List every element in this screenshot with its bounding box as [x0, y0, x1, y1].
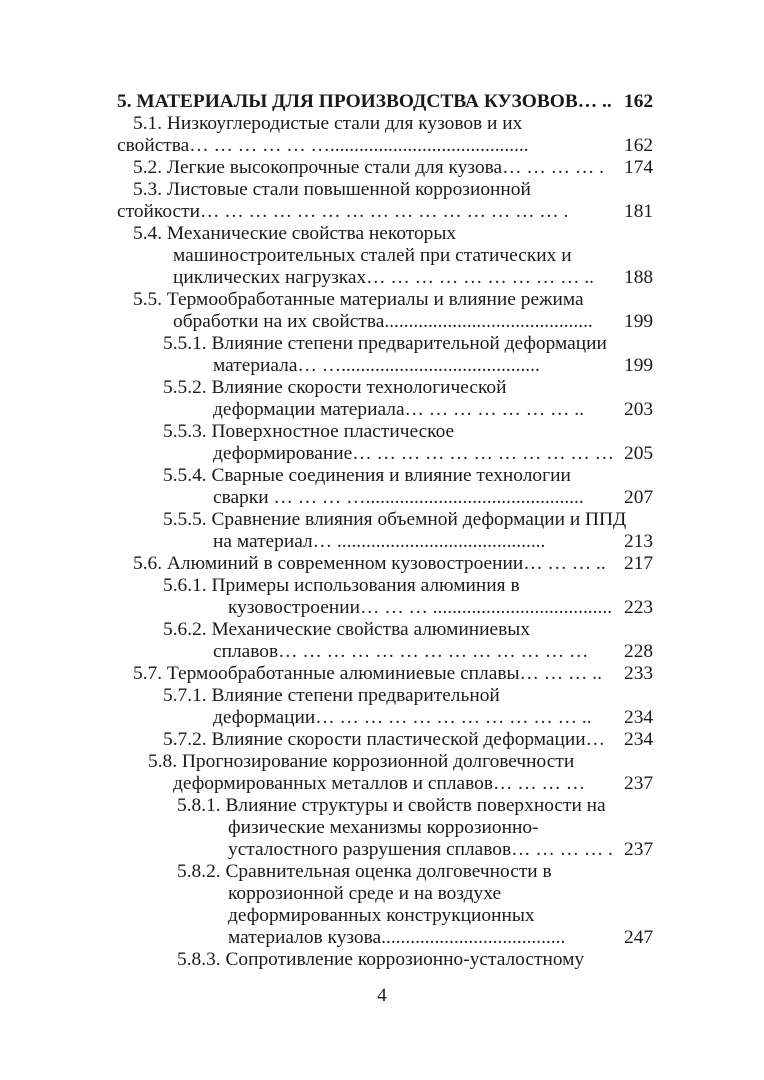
- toc-entry-text: 5.5.4. Сварные соединения и влияние технологии: [163, 465, 571, 486]
- toc-entry-text: кузовостроении… … … .....................................: [228, 597, 613, 618]
- toc-entry-line: [0, 487, 764, 509]
- toc-entry-text: 5.6.1. Примеры использования алюминия в: [163, 575, 520, 596]
- toc-entry-text: деформации материала… … … … … … … ..: [213, 399, 584, 420]
- toc-entry: [0, 729, 764, 751]
- toc-entry-text: стойкости… … … … … … … … … … … … … … … .: [117, 201, 569, 222]
- toc-page-number: 213: [624, 531, 654, 552]
- toc-entry-line: [0, 179, 764, 201]
- toc-entry-text: деформированных конструкционных: [228, 905, 535, 926]
- toc-page-number: 228: [624, 641, 654, 662]
- toc-entry-text: 5.5. Термообработанные материалы и влияние режима: [133, 289, 584, 310]
- toc-entry-text: 5.8.3. Сопротивление коррозионно-усталостному: [177, 949, 585, 970]
- toc-entry-text: машиностроительных сталей при статических и: [173, 245, 572, 266]
- toc-entry: [0, 113, 764, 157]
- toc-page-number: 234: [624, 707, 654, 728]
- toc-page-number: 207: [624, 487, 654, 508]
- toc-entry-text: свойства… … … … … ….........................................: [117, 135, 529, 156]
- page-number: 4: [377, 985, 387, 1006]
- toc-entry-line: [0, 223, 764, 245]
- toc-entry-line: [0, 443, 764, 465]
- toc-entry-text: физические механизмы коррозионно-: [228, 817, 539, 838]
- toc-entry: [0, 509, 764, 553]
- toc-entry: [0, 465, 764, 509]
- toc-entry: [0, 289, 764, 333]
- toc-entry-text: 5.7. Термообработанные алюминиевые сплавы… … … ..: [133, 663, 602, 684]
- toc-entry: [0, 861, 764, 949]
- toc-page-number: 199: [624, 355, 654, 376]
- toc-entry-text: 5.2. Легкие высокопрочные стали для кузова… … … … .: [133, 157, 604, 178]
- toc-entry-line: [0, 949, 764, 971]
- toc-entry-text: 5.6.2. Механические свойства алюминиевых: [163, 619, 531, 640]
- toc-entry: [0, 157, 764, 179]
- toc-chapter: [0, 91, 764, 113]
- toc-entry-line: [0, 927, 764, 949]
- toc-entry-line: [0, 333, 764, 355]
- toc-entry-line: [0, 399, 764, 421]
- toc-entry-line: [0, 839, 764, 861]
- toc-entry-line: [0, 91, 764, 113]
- toc-entry-text: циклических нагрузках… … … … … … … … … ..: [173, 267, 595, 288]
- toc-entry: [0, 663, 764, 685]
- toc-entry: [0, 949, 764, 971]
- toc-entry-text: деформирование… … … … … … … … … … …: [213, 443, 615, 464]
- toc-entry-text: 5.6. Алюминий в современном кузовостроении… … … ..: [133, 553, 606, 574]
- toc-entry-text: коррозионной среде и на воздухе: [228, 883, 502, 904]
- toc-entry: [0, 421, 764, 465]
- toc-entry-line: [0, 707, 764, 729]
- toc-entry-text: 5.5.1. Влияние степени предварительной деформации: [163, 333, 607, 354]
- toc-page-number: 237: [624, 839, 654, 860]
- toc-entry-line: [0, 113, 764, 135]
- toc-entry-line: [0, 377, 764, 399]
- toc-entry-line: [0, 619, 764, 641]
- toc-entry: [0, 795, 764, 861]
- toc-page-number: 162: [624, 135, 654, 156]
- toc-entry-line: [0, 421, 764, 443]
- toc-page-number: 233: [624, 663, 654, 684]
- toc-entry-line: [0, 597, 764, 619]
- toc-entry: [0, 619, 764, 663]
- toc-page-number: 199: [624, 311, 654, 332]
- toc-entry-line: [0, 729, 764, 751]
- toc-page-number: 205: [624, 443, 654, 464]
- toc-entry-line: [0, 509, 764, 531]
- toc-page-number: 162: [624, 91, 654, 112]
- toc-entry-line: [0, 201, 764, 223]
- toc-entry-text: обработки на их свойства...........................................: [173, 311, 593, 332]
- toc-entry: [0, 553, 764, 575]
- toc-entry-line: [0, 465, 764, 487]
- toc-entry: [0, 333, 764, 377]
- toc-entry-line: [0, 641, 764, 663]
- toc-entry-line: [0, 553, 764, 575]
- toc-entry-text: 5.8.1. Влияние структуры и свойств поверхности на: [177, 795, 606, 816]
- toc-entry-text: материалов кузова......................................: [228, 927, 566, 948]
- toc-entry-line: [0, 289, 764, 311]
- toc-entry-line: [0, 157, 764, 179]
- toc-entry-line: [0, 817, 764, 839]
- toc-page-number: 181: [624, 201, 654, 222]
- toc-page-number: 247: [624, 927, 654, 948]
- toc-entry-line: [0, 311, 764, 333]
- toc-page-number: 217: [624, 553, 654, 574]
- toc-entry-text: деформированных металлов и сплавов… … … …: [173, 773, 586, 794]
- toc-entry-line: [0, 795, 764, 817]
- toc-entry-text: усталостного разрушения сплавов… … … … .: [228, 839, 613, 860]
- toc-entry: [0, 377, 764, 421]
- toc-entry-text: 5.3. Листовые стали повышенной коррозионной: [133, 179, 531, 200]
- toc-entry-text: сплавов… … … … … … … … … … … … …: [213, 641, 589, 662]
- toc-entry-text: 5.5.3. Поверхностное пластическое: [163, 421, 455, 442]
- toc-page-number: 234: [624, 729, 654, 750]
- toc-entry-text: деформации… … … … … … … … … … … ..: [213, 707, 592, 728]
- toc-entry-text: 5.1. Низкоуглеродистые стали для кузовов и их: [133, 113, 523, 134]
- toc-entry-line: [0, 245, 764, 267]
- toc-entry-text: 5. МАТЕРИАЛЫ ДЛЯ ПРОИЗВОДСТВА КУЗОВОВ… ..: [117, 91, 612, 112]
- toc-entry-line: [0, 685, 764, 707]
- toc-entry: [0, 751, 764, 795]
- toc-entry-line: [0, 267, 764, 289]
- toc-entry-text: 5.5.5. Сравнение влияния объемной деформации и ППД: [163, 509, 627, 530]
- toc-entry-line: [0, 663, 764, 685]
- toc-entry-line: [0, 883, 764, 905]
- toc-entry-text: на материал… ...........................................: [213, 531, 546, 552]
- toc-page-number: 237: [624, 773, 654, 794]
- toc-entry-line: [0, 773, 764, 795]
- toc-entry-text: сварки … … … ….............................................: [213, 487, 584, 508]
- toc-page-number: 203: [624, 399, 654, 420]
- toc-entry: [0, 179, 764, 223]
- toc-entry-line: [0, 861, 764, 883]
- toc-entry-text: 5.7.2. Влияние скорости пластической деформации…: [163, 729, 606, 750]
- toc-entry-line: [0, 575, 764, 597]
- toc-entry-text: 5.4. Механические свойства некоторых: [133, 223, 457, 244]
- toc-entry: [0, 575, 764, 619]
- table-of-contents: [0, 91, 764, 971]
- toc-entry-line: [0, 905, 764, 927]
- toc-page-number: 223: [624, 597, 654, 618]
- toc-entry-line: [0, 751, 764, 773]
- toc-entry: [0, 223, 764, 289]
- toc-entry-text: 5.8. Прогнозирование коррозионной долговечности: [148, 751, 575, 772]
- toc-entry-line: [0, 355, 764, 377]
- toc-entry-text: 5.7.1. Влияние степени предварительной: [163, 685, 500, 706]
- toc-entry-text: 5.5.2. Влияние скорости технологической: [163, 377, 507, 398]
- toc-page-number: 174: [624, 157, 654, 178]
- toc-entry: [0, 685, 764, 729]
- toc-entry-line: [0, 531, 764, 553]
- toc-entry-line: [0, 135, 764, 157]
- toc-page-number: 188: [624, 267, 654, 288]
- toc-entry-text: материала… ….........................................: [213, 355, 540, 376]
- toc-entry-text: 5.8.2. Сравнительная оценка долговечности в: [177, 861, 552, 882]
